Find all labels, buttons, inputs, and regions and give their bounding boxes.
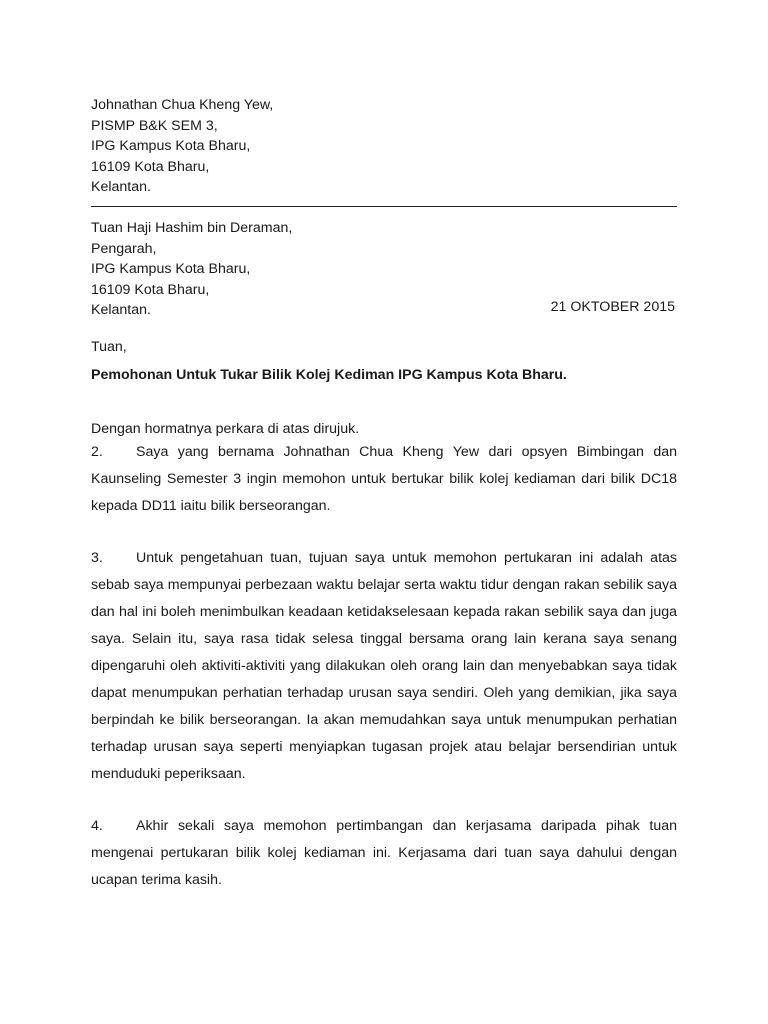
sender-line: PISMP B&K SEM 3,	[91, 117, 218, 134]
sender-line: Johnathan Chua Kheng Yew,	[91, 97, 274, 113]
letter-date: 21 OKTOBER 2015	[550, 299, 675, 315]
paragraph-number: 4.	[91, 818, 103, 834]
intro-line: Dengan hormatnya perkara di atas dirujuk.	[91, 421, 360, 437]
recipient-line: IPG Kampus Kota Bharu,	[91, 261, 251, 277]
paragraph-text: Saya yang bernama Johnathan Chua Kheng Yew dari opsyen Bimbingan dan Kaunseling Semester 3 ingin memohon untuk bertukar bilik kolej kediaman dari bilik DC18 kepada DD11 iaitu bilik berseorangan.	[91, 444, 677, 514]
paragraph-text: Untuk pengetahuan tuan, tujuan saya untuk memohon pertukaran ini adalah atas sebab saya mempunyai perbezaan waktu belajar serta waktu tidur dengan rakan sebilik saya dan hal ini boleh menimbulkan keadaan ketidakselesaan kepada rakan sebilik saya dan juga saya. Selain itu, saya rasa tidak selesa tinggal bersama orang lain kerana saya senang dipengaruhi oleh aktiviti-aktiviti yang dilakukan oleh orang lain dan menyebabkan saya tidak dapat menumpukan perhatian terhadap urusan saya sendiri. Oleh yang demikian, jika saya berpindah ke bilik berseorangan. Ia akan memudahkan saya untuk menumpukan perhatian terhadap urusan saya seperti menyiapkan tugasan projek atau belajar bersendirian untuk menduduki peperiksaan.	[91, 550, 677, 782]
salutation: Tuan,	[91, 339, 127, 355]
sender-line: IPG Kampus Kota Bharu,	[91, 138, 251, 154]
sender-line: Kelantan.	[91, 179, 151, 195]
paragraph-number: 3.	[91, 550, 103, 566]
paragraph-text: Akhir sekali saya memohon pertimbangan dan kerjasama daripada pihak tuan mengenai pertukaran bilik kolej kediaman ini. Kerjasama dari tuan saya dahului dengan ucapan terima kasih.	[91, 818, 677, 888]
paragraph-2	[91, 439, 677, 520]
recipient-line: Pengarah,	[91, 240, 157, 257]
letter-body	[91, 419, 677, 894]
paragraph-3	[91, 545, 677, 788]
recipient-line: 16109 Kota Bharu,	[91, 281, 210, 298]
recipient-line: Kelantan.	[91, 302, 151, 318]
recipient-line: Tuan Haji Hashim bin Deraman,	[91, 220, 293, 236]
divider-line	[91, 206, 677, 207]
paragraph-4	[91, 813, 677, 894]
sender-line: 16109 Kota Bharu,	[91, 158, 210, 175]
sender-address	[91, 95, 273, 198]
letter-subject: Pemohonan Untuk Tukar Bilik Kolej Kediman IPG Kampus Kota Bharu.	[91, 367, 567, 383]
recipient-address	[91, 218, 292, 321]
paragraph-number: 2.	[91, 444, 103, 460]
